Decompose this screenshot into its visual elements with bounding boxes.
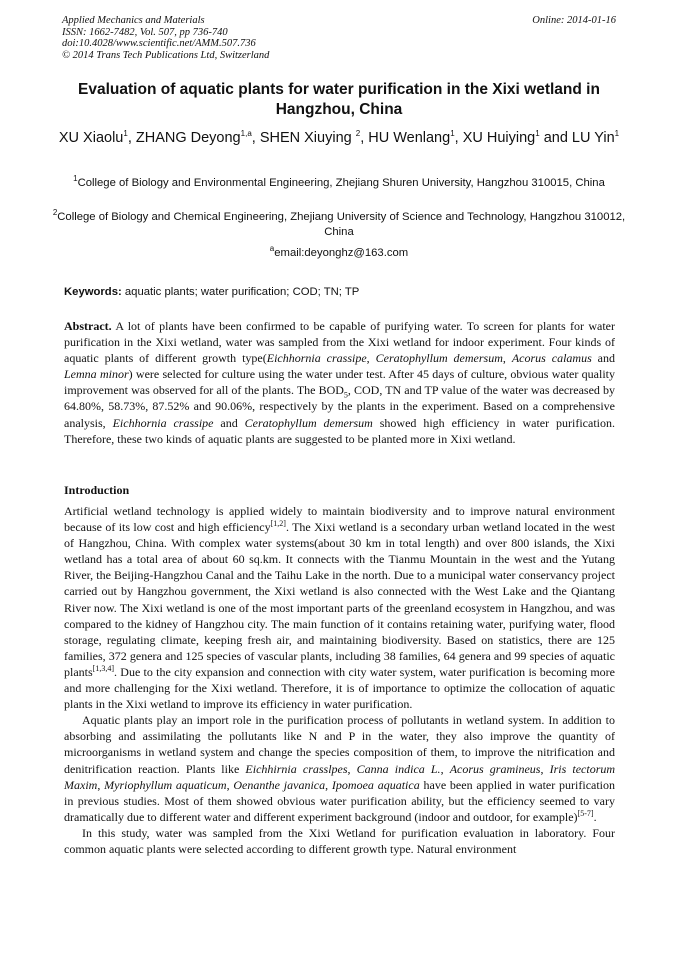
species-name: Lemna minor bbox=[64, 367, 129, 382]
abstract-text: and bbox=[213, 415, 245, 430]
abstract-text: ) were selected for culture using the water under test. After 45 days of culture, obvious water quality improvement was observed for all of the plants. The BOD bbox=[64, 367, 615, 398]
paragraph-text: , bbox=[226, 777, 234, 792]
journal-header bbox=[62, 15, 616, 61]
paragraph-text: , bbox=[540, 761, 550, 776]
abstract-text: and bbox=[591, 351, 616, 366]
online-date: Online: 2014-01-16 bbox=[532, 15, 616, 26]
paragraph bbox=[64, 712, 615, 825]
author-name: XU Xiaolu bbox=[58, 130, 124, 146]
paragraph-text: . bbox=[593, 809, 597, 824]
species-name: Acorus calamus bbox=[511, 351, 592, 366]
paragraph-text: , bbox=[440, 761, 450, 776]
affiliation-text: College of Biology and Chemical Engineering, Zhejiang University of Science and Technology, Hangzhou 310012, China bbox=[57, 211, 626, 238]
email-text: email:deyonghz@163.com bbox=[274, 247, 409, 259]
keywords-label: Keywords: bbox=[64, 286, 122, 298]
species-name: Oenanthe javanica bbox=[233, 777, 326, 792]
author-name: , ZHANG Deyong bbox=[127, 130, 241, 146]
species-name: Eichhornia crassipe bbox=[112, 415, 214, 430]
species-name: Canna indica L. bbox=[356, 761, 441, 776]
copyright-line: © 2014 Trans Tech Publications Ltd, Switzerland bbox=[62, 49, 270, 61]
paragraph bbox=[64, 825, 615, 857]
doi-line: doi:10.4028/www.scientific.net/AMM.507.736 bbox=[62, 38, 256, 49]
corresponding-email bbox=[50, 246, 628, 261]
author-name: and LU Yin bbox=[539, 130, 615, 146]
issn-line: ISSN: 1662-7482, Vol. 507, pp 736-740 bbox=[62, 26, 228, 38]
abstract-text: , COD, TN and TP value of the water was decreased by 64.80%, 58.73%, 87.52% and 90.06%, respectively by the plants in the experiment. Based on a comprehensive analysis, bbox=[64, 383, 615, 430]
author-affil-mark: 1 bbox=[614, 129, 620, 139]
abstract bbox=[64, 318, 615, 447]
author-affil-mark: 1 bbox=[535, 129, 540, 139]
author-name: , SHEN Xiuying bbox=[251, 130, 356, 146]
paragraph-text: Artificial wetland technology is applied widely to maintain biodiversity and to improve natural environment because of its low cost and high efficiency bbox=[64, 504, 615, 535]
paragraph-text: . Due to the city expansion and connection with city water system, water purification is becoming more and more challenging for the Xixi wetland. Therefore, it is of importance to optimize the collocation of aquatic plants in the Xixi wetland to improve its efficiency in water purification. bbox=[64, 664, 615, 712]
species-name: Acorus gramineus bbox=[449, 761, 541, 776]
paragraph bbox=[64, 503, 615, 712]
abstract-text: A lot of plants have been confirmed to be capable of purifying water. To screen for plants for water purification in the Xixi wetland, water was sampled from the Xixi wetland for indoor experiment. Four kinds of aquatic plants of different growth type( bbox=[64, 319, 615, 366]
abstract-text: , bbox=[366, 351, 376, 366]
paragraph-text: In this study, water was sampled from the Xixi Wetland for purification evaluation in laboratory. Four common aquatic plants were selected according to different growth type. Natural environment bbox=[64, 825, 615, 856]
affiliation-mark: 1 bbox=[73, 174, 78, 184]
species-name: Ceratophyllum demersum bbox=[244, 415, 373, 430]
author-affil-mark: 1,a bbox=[240, 129, 252, 139]
affiliation-1 bbox=[50, 176, 628, 191]
affiliation-mark: 2 bbox=[52, 208, 58, 218]
paragraph-text: , bbox=[97, 777, 105, 792]
species-name: Eichhornia crassipe bbox=[266, 351, 367, 366]
species-name: Iris tectorum Maxim bbox=[64, 761, 616, 792]
citation: [1,3,4] bbox=[92, 663, 114, 673]
author-name: , HU Wenlang bbox=[360, 130, 451, 146]
email-mark: a bbox=[269, 244, 275, 254]
keywords bbox=[64, 286, 616, 298]
abstract-label: Abstract. bbox=[64, 319, 112, 333]
species-name: Eichhirnia crasslpes bbox=[245, 761, 348, 776]
author-affil-mark: 2 bbox=[355, 129, 361, 139]
paper-title: Evaluation of aquatic plants for water purification in the Xixi wetland in Hangzhou, China bbox=[78, 81, 600, 118]
paragraph-text: , bbox=[325, 777, 332, 792]
subscript: 5 bbox=[343, 390, 348, 400]
paragraph-text: . The Xixi wetland is a secondary urban wetland located in the west of Hangzhou, China. With complex water systems(about 30 km in total length) and over 800 islands, the Xixi wetland has a total area of about 60 sq.km. It connects with the Tianmu Mountain in the west and the Yutang River, the Beijing-Hangzhou Canal and the Taihu Lake in the north. Due to a municipal water conservancy project carried out by Hangzhou government, the Xixi wetland is also connected with the West Lake and the Qiantang River now. The Xixi wetland is one of the most important parts of the greenland ecosystem in Hangzhou, and was compared to the kidney of Hangzhou city. The main function of it contains retaining water, purifying water, flood storage, regulating climate, keeping fresh air, and maintaining biodiversity. Based on statistics, there are 125 families, 372 genera and 125 species of vascular plants, including 38 families, 64 genera and 99 species of aquatic plants bbox=[64, 520, 615, 679]
journal-name: Applied Mechanics and Materials bbox=[62, 15, 205, 26]
section-heading: Introduction bbox=[64, 483, 130, 497]
paragraph-text: Aquatic plants play an import role in the purification process of pollutants in wetland system. In addition to absorbing and assimilating the pollutants like N and P in the water, they also improve the quantity of microorganisms in wetland system and change the species composition of them, to improve the nitrification and denitrification reaction. Plants like bbox=[64, 713, 615, 776]
keywords-text: aquatic plants; water purification; COD; TN; TP bbox=[121, 286, 360, 298]
citation: [1,2] bbox=[270, 519, 286, 529]
author-name: , XU Huiying bbox=[454, 130, 536, 146]
paragraph-text: , bbox=[347, 761, 357, 776]
author-list bbox=[40, 128, 638, 148]
author-affil-mark: 1 bbox=[123, 129, 128, 139]
introduction-body bbox=[64, 503, 615, 857]
affiliation-2 bbox=[50, 210, 628, 240]
species-name: Ipomoea aquatica bbox=[331, 777, 420, 792]
paragraph-text: have been applied in water purification in previous studies. Most of them showed obvious water purification ability, but the efficiency seemed to vary dramatically due to different water and different experiment background (indoor and outdoor, for example) bbox=[64, 777, 616, 824]
citation: [5-7] bbox=[577, 808, 594, 818]
affiliation-text: College of Biology and Environmental Engineering, Zhejiang Shuren University, Hangzhou 310015, China bbox=[77, 177, 605, 189]
species-name: Ceratophyllum demersum bbox=[375, 351, 503, 366]
abstract-text: , bbox=[502, 351, 512, 366]
author-affil-mark: 1 bbox=[450, 129, 455, 139]
species-name: Myriophyllum aquaticum bbox=[104, 777, 227, 792]
abstract-text: showed high efficiency in water purification. Therefore, these two kinds of aquatic plants are suggested to be planted more in Xixi wetland. bbox=[64, 415, 615, 446]
